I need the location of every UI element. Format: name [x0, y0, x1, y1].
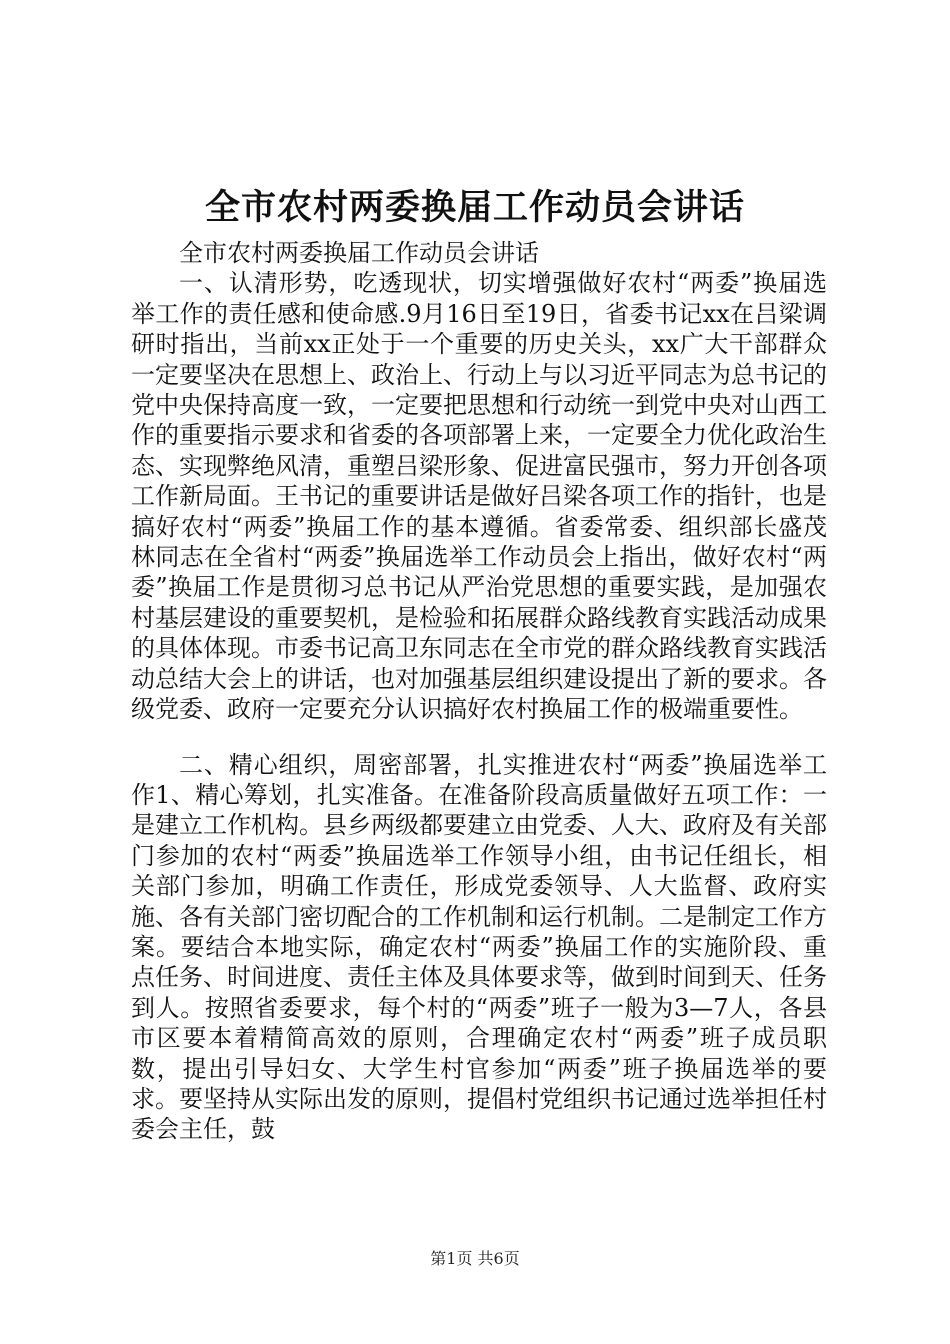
document-title: 全市农村两委换届工作动员会讲话	[204, 187, 745, 228]
page-number: 第1页 共6页	[430, 1249, 520, 1268]
section-one-paragraph: 一、认清形势，吃透现状，切实增强做好农村“两委”换届选举工作的责任感和使命感.9月16日至19日，省委书记xx在吕梁调研时指出，当前xx正处于一个重要的历史关头，xx广大干部群众一定要坚决在思想上、政治上、行动上与以习近平同志为总书记的党中央保持高度一致，一定要把思想和行动统一到党中央对山西工作的重要指示要求和省委的各项部署上来，一定要全力优化政治生态、实现弊绝风清，重塑吕梁形象、促进富民强市，努力开创各项工作新局面。王书记的重要讲话是做好吕梁各项工作的指针，也是搞好农村“两委”换届工作的基本遵循。省委常委、组织部长盛茂林同志在全省村“两委”换届选举工作动员会上指出，做好农村“两委”换届工作是贯彻习总书记从严治党思想的重要实践，是加强农村基层建设的重要契机，是检验和拓展群众路线教育实践活动成果的具体体现。市委书记高卫东同志在全市党的群众路线教育实践活动总结大会上的讲话，也对加强基层组织建设提出了新的要求。各级党委、政府一定要充分认识搞好农村换届工作的极端重要性。	[131, 269, 827, 724]
section-two-paragraph: 二、精心组织，周密部署，扎实推进农村“两委”换届选举工作1、精心筹划，扎实准备。在准备阶段高质量做好五项工作：一是建立工作机构。县乡两级都要建立由党委、人大、政府及有关部门参加的农村“两委”换届选举工作领导小组，由书记任组长，相关部门参加，明确工作责任，形成党委领导、人大监督、政府实施、各有关部门密切配合的工作机制和运行机制。二是制定工作方案。要结合本地实际，确定农村“两委”换届工作的实施阶段、重点任务、时间进度、责任主体及具体要求等，做到时间到天、任务到人。按照省委要求，每个村的“两委”班子一般为3—7人，各县市区要本着精简高效的原则，合理确定农村“两委”班子成员职数，提出引导妇女、大学生村官参加“两委”班子换届选举的要求。要坚持从实际出发的原则，提倡村党组织书记通过选举担任村委会主任，鼓	[131, 750, 827, 1144]
document-body	[131, 238, 827, 1145]
subtitle-paragraph: 全市农村两委换届工作动员会讲话	[179, 239, 539, 267]
